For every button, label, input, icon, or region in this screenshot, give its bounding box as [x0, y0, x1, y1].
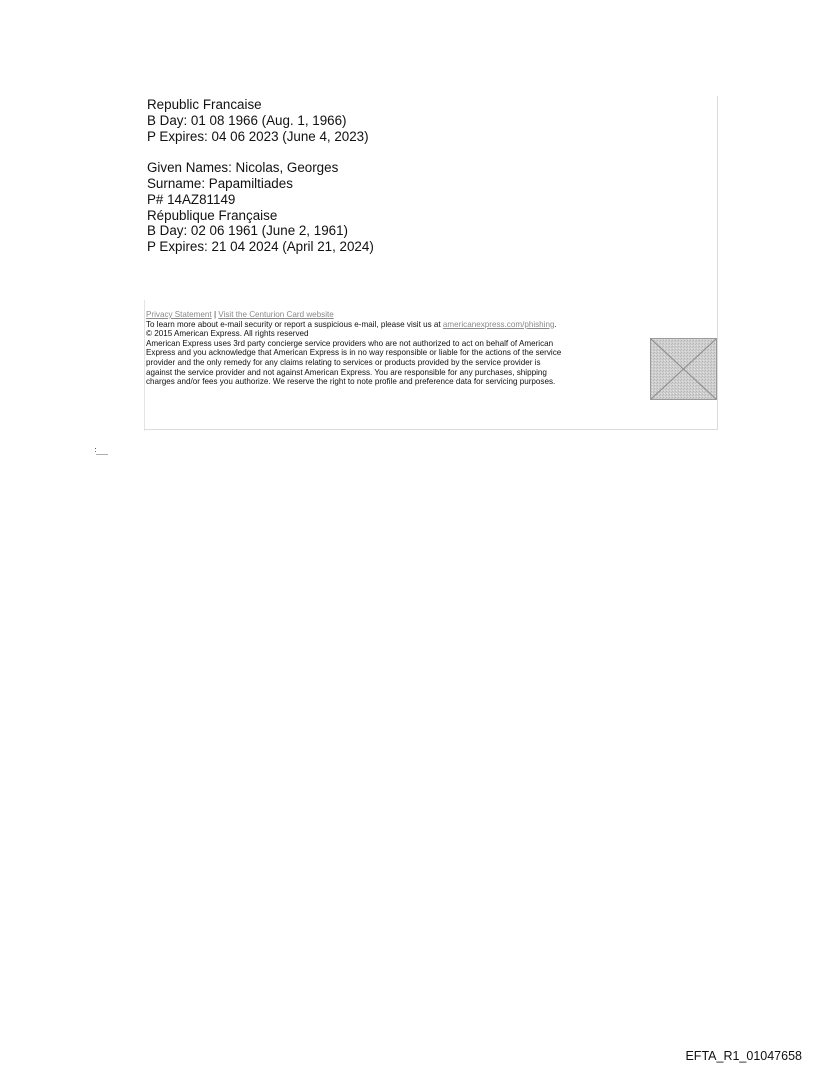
security-notice-prefix: To learn more about e-mail security or report a suspicious e-mail, please visit us at [146, 319, 443, 329]
phishing-link[interactable]: americanexpress.com/phishing [442, 319, 555, 329]
small-corner-mark [93, 443, 109, 451]
privacy-statement-link[interactable]: Privacy Statement [146, 310, 212, 319]
passport-1-birth-day: B Day: 01 08 1966 (Aug. 1, 1966) [147, 112, 347, 128]
passport-1-country: Republic Francaise [147, 97, 262, 112]
disclaimer-line: American Express uses 3rd party concierge service providers who are not authorized to act on behalf of American [146, 338, 554, 348]
passport-2-country: République Française [147, 207, 278, 223]
footer-link-separator: | [213, 310, 217, 319]
passport-2-given-names: Given Names: Nicolas, Georges [147, 160, 339, 176]
disclaimer-line: against the service provider and not against American Express. You are responsible for any purchases, shipping [146, 367, 547, 377]
passport-1-expires: P Expires: 04 06 2023 (June 4, 2023) [147, 128, 369, 144]
email-footer [146, 310, 646, 387]
disclaimer-line: Express and you acknowledge that American Express is in no way responsible or liable for the actions of the service [146, 348, 562, 358]
broken-image-icon [650, 338, 717, 400]
disclaimer-line: provider and the only remedy for any claims relating to services or products provided by the service provider is [146, 357, 541, 367]
passport-2-number: P# 14AZ81149 [147, 191, 236, 207]
passport-2-surname: Surname: Papamiltiades [147, 175, 293, 191]
passport-2-expires: P Expires: 21 04 2024 (April 21, 2024) [147, 239, 374, 255]
corner-mark-icon [93, 448, 109, 456]
centurion-card-website-link[interactable]: Visit the Centurion Card website [218, 310, 334, 319]
copyright-notice: © 2015 American Express. All rights reserved [146, 329, 309, 339]
security-notice-suffix: . [554, 319, 557, 329]
passport-2-birth-day: B Day: 02 06 1961 (June 2, 1961) [147, 223, 348, 239]
broken-image-placeholder [650, 338, 717, 400]
disclaimer-line: charges and/or fees you authorize. We reserve the right to note profile and preference data for servicing purposes. [146, 377, 556, 387]
security-notice [146, 320, 646, 330]
frame-left-rule [144, 300, 145, 431]
footer-links [146, 310, 646, 320]
document-id: EFTA_R1_01047658 [685, 1049, 802, 1063]
paragraph-gap [147, 144, 374, 160]
email-body-text [147, 97, 374, 255]
